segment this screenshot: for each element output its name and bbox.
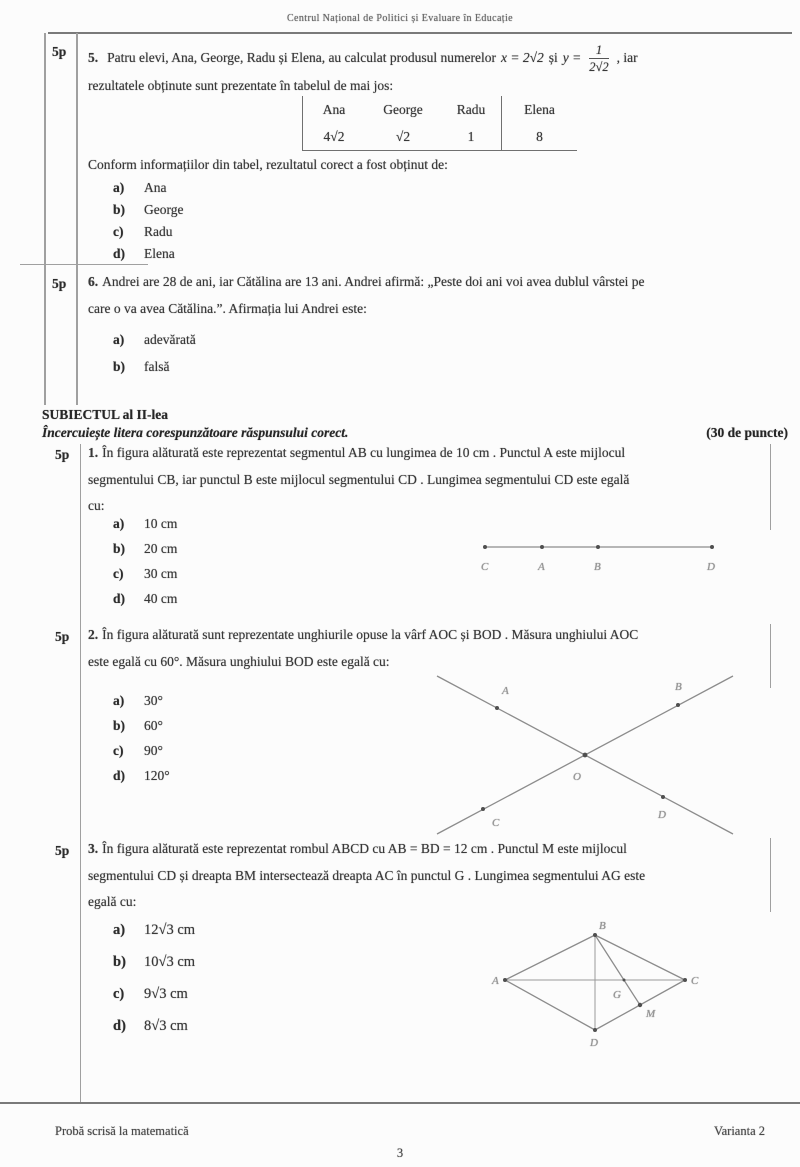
q3-line2: segmentului CD și dreapta BM intersectează dreapta AC în punctul G . Lungimea segmentului AG este [88, 868, 646, 883]
q1-option-c-text: 30 cm [144, 566, 178, 581]
q1-line2: segmentului CB, iar punctul B este mijlocul segmentului CD . Lungimea segmentului CD este egală [88, 472, 630, 487]
q1-option-d-text: 40 cm [144, 591, 178, 606]
q3-number: 3. [88, 841, 99, 856]
q1-figure-label-c: C [481, 561, 489, 573]
header-rule [48, 32, 792, 34]
q2-option-d-text: 120° [144, 768, 170, 783]
q5-number: 5. [88, 50, 99, 65]
q1-option-a-letter: a) [113, 516, 125, 531]
q3-points-badge: 5p [55, 843, 70, 858]
q2-option-b [113, 718, 163, 734]
q5-option-b-text: George [144, 202, 184, 217]
q3-option-c-text: 9√3 cm [144, 986, 188, 1002]
q2-angles-figure [430, 666, 750, 844]
q5-option-c-text: Radu [144, 224, 173, 239]
q5-table-value-george: √2 [395, 128, 411, 144]
q2-option-d [113, 768, 170, 784]
q3-option-a-letter: a) [113, 922, 126, 938]
q3-line3: egală cu: [88, 894, 137, 909]
q6-option-a [113, 332, 196, 348]
row-separator-q5-q6 [20, 264, 148, 265]
q5-table-value-radu: 1 [467, 128, 475, 144]
q5-option-d-text: Elena [144, 246, 175, 261]
q2-number: 2. [88, 627, 99, 642]
q2-line1: În figura alăturată sunt reprezentate unghiurile opuse la vârf AOC și BOD . Măsura unghiului AOC [102, 627, 639, 642]
footer-exam-name: Probă scrisă la matematică [55, 1124, 189, 1138]
q5-line2: rezultatele obținute sunt prezentate în tabelul de mai jos: [88, 78, 394, 93]
q1-option-b-text: 20 cm [144, 541, 178, 556]
q2-right-border [770, 624, 771, 688]
q2-option-b-text: 60° [144, 718, 163, 733]
q3-option-a [113, 922, 195, 939]
q3-figure-label-b: B [599, 920, 606, 932]
footer-rule [0, 1102, 800, 1104]
q3-option-b-letter: b) [113, 954, 126, 970]
q6-option-a-text: adevărată [144, 332, 196, 347]
q1-line3: cu: [88, 498, 105, 513]
q3-option-d-letter: d) [113, 1018, 126, 1034]
points-column-right-rule [76, 33, 78, 405]
q1-figure-label-d: D [707, 561, 715, 573]
q5-points-badge: 5p [52, 44, 67, 59]
page-number: 3 [396, 1146, 404, 1160]
q3-option-c [113, 986, 188, 1003]
q2-line2: este egală cu 60°. Măsura unghiului BOD este egală cu: [88, 654, 390, 669]
q5-table-header-radu: Radu [456, 101, 486, 117]
q5-fraction-denominator: 2√2 [589, 59, 609, 74]
q1-option-c-letter: c) [113, 566, 124, 581]
q5-fraction-numerator: 1 [589, 43, 608, 59]
q6-option-a-letter: a) [113, 332, 125, 347]
q5-table-value-ana: 4√2 [323, 128, 345, 144]
q5-intro-text: Patru elevi, Ana, George, Radu și Elena, au calculat produsul numerelor [107, 50, 497, 65]
q6-option-b-letter: b) [113, 359, 126, 374]
q5-option-b-letter: b) [113, 202, 126, 217]
q1-option-d-letter: d) [113, 591, 126, 606]
q3-figure-label-g: G [613, 989, 621, 1001]
q1-option-d [113, 591, 177, 607]
q3-right-border [770, 838, 771, 912]
q1-number: 1. [88, 445, 99, 460]
q3-figure-label-d: D [590, 1037, 598, 1049]
q3-option-a-text: 12√3 cm [144, 922, 196, 938]
q5-option-a-text: Ana [144, 180, 167, 195]
q3-figure-label-m: M [646, 1008, 656, 1020]
q2-figure-label-c: C [492, 817, 500, 829]
q2-option-a-text: 30° [144, 693, 163, 708]
subject2-instruction: Încercuiește litera corespunzătoare răspunsului corect. [42, 425, 349, 440]
q2-points-badge: 5p [55, 629, 70, 644]
q1-option-b-letter: b) [113, 541, 126, 556]
q5-table-header-ana: Ana [322, 101, 346, 117]
q2-figure-label-d: D [658, 809, 666, 821]
points-column-left-rule [44, 33, 46, 405]
q3-option-d [113, 1018, 188, 1035]
q6-line1-wrap [88, 274, 645, 290]
q5-table-value-elena: 8 [501, 123, 577, 150]
q5-option-a [113, 180, 167, 196]
q3-figure-label-c: C [691, 975, 699, 987]
q1-option-b [113, 541, 177, 557]
q3-option-d-text: 8√3 cm [144, 1018, 188, 1034]
q5-math-x: x = 2√2 [501, 50, 544, 65]
q5-results-table [302, 96, 577, 151]
q5-math-y-fraction [589, 43, 608, 74]
q6-option-b [113, 359, 169, 375]
q2-option-c-text: 90° [144, 743, 163, 758]
q5-table-header-elena: Elena [501, 96, 577, 123]
q1-figure-label-b: B [594, 561, 601, 573]
q6-line1: Andrei are 28 de ani, iar Cătălina are 13 ani. Andrei afirmă: „Peste doi ani voi avea dublul vârstei pe [102, 274, 645, 289]
page-header: Centrul Național de Politici și Evaluare în Educație [286, 13, 514, 24]
q2-option-b-letter: b) [113, 718, 126, 733]
q1-figure-label-a: A [538, 561, 545, 573]
q1-segment-figure [473, 538, 725, 578]
q2-line1-wrap [88, 627, 638, 643]
q2-option-a-letter: a) [113, 693, 125, 708]
subject2-points-column-rule [80, 444, 81, 1102]
q2-option-c [113, 743, 163, 759]
q6-line2: care o va avea Cătălina.”. Afirmația lui Andrei este: [88, 301, 367, 316]
q3-figure-label-a: A [492, 975, 499, 987]
q2-figure-label-a: A [502, 685, 509, 697]
q1-option-a-text: 10 cm [144, 516, 178, 531]
q6-number: 6. [88, 274, 99, 289]
q5-option-d [113, 246, 175, 262]
q3-line1: În figura alăturată este reprezentat rombul ABCD cu AB = BD = 12 cm . Punctul M este mijlocul [102, 841, 627, 856]
q3-option-c-letter: c) [113, 986, 125, 1002]
q5-option-a-letter: a) [113, 180, 125, 195]
q3-line1-wrap [88, 841, 627, 857]
q1-option-c [113, 566, 177, 582]
q1-line1-wrap [88, 445, 625, 461]
q2-option-c-letter: c) [113, 743, 124, 758]
subject2-title: SUBIECTUL al II-lea [42, 407, 169, 422]
q3-option-b [113, 954, 195, 971]
q2-option-d-letter: d) [113, 768, 126, 783]
q5-option-c [113, 224, 173, 240]
q6-points-badge: 5p [52, 276, 67, 291]
q5-intro-line [88, 36, 638, 80]
q5-option-c-letter: c) [113, 224, 124, 239]
q5-conjunction: și [548, 50, 558, 65]
q1-right-border [770, 444, 771, 530]
q2-figure-label-b: B [675, 681, 682, 693]
q3-option-b-text: 10√3 cm [144, 954, 196, 970]
q5-intro-tail: , iar [616, 50, 638, 65]
subject2-total-points: (30 de puncte) [706, 425, 788, 440]
q5-option-d-letter: d) [113, 246, 126, 261]
q1-points-badge: 5p [55, 447, 70, 462]
q5-math-y-lhs: y = [562, 50, 582, 65]
q1-line1: În figura alăturată este reprezentat segmentul AB cu lungimea de 10 cm . Punctul A este mijlocul [102, 445, 626, 460]
q2-figure-label-o: O [573, 771, 581, 783]
q5-prompt: Conform informațiilor din tabel, rezultatul corect a fost obținut de: [88, 157, 448, 172]
q6-option-b-text: falsă [144, 359, 170, 374]
q3-rhombus-figure [480, 903, 710, 1055]
footer-variant: Varianta 2 [713, 1124, 765, 1138]
q2-option-a [113, 693, 163, 709]
q1-option-a [113, 516, 177, 532]
q5-option-b [113, 202, 184, 218]
q5-table-header-george: George [383, 101, 423, 117]
